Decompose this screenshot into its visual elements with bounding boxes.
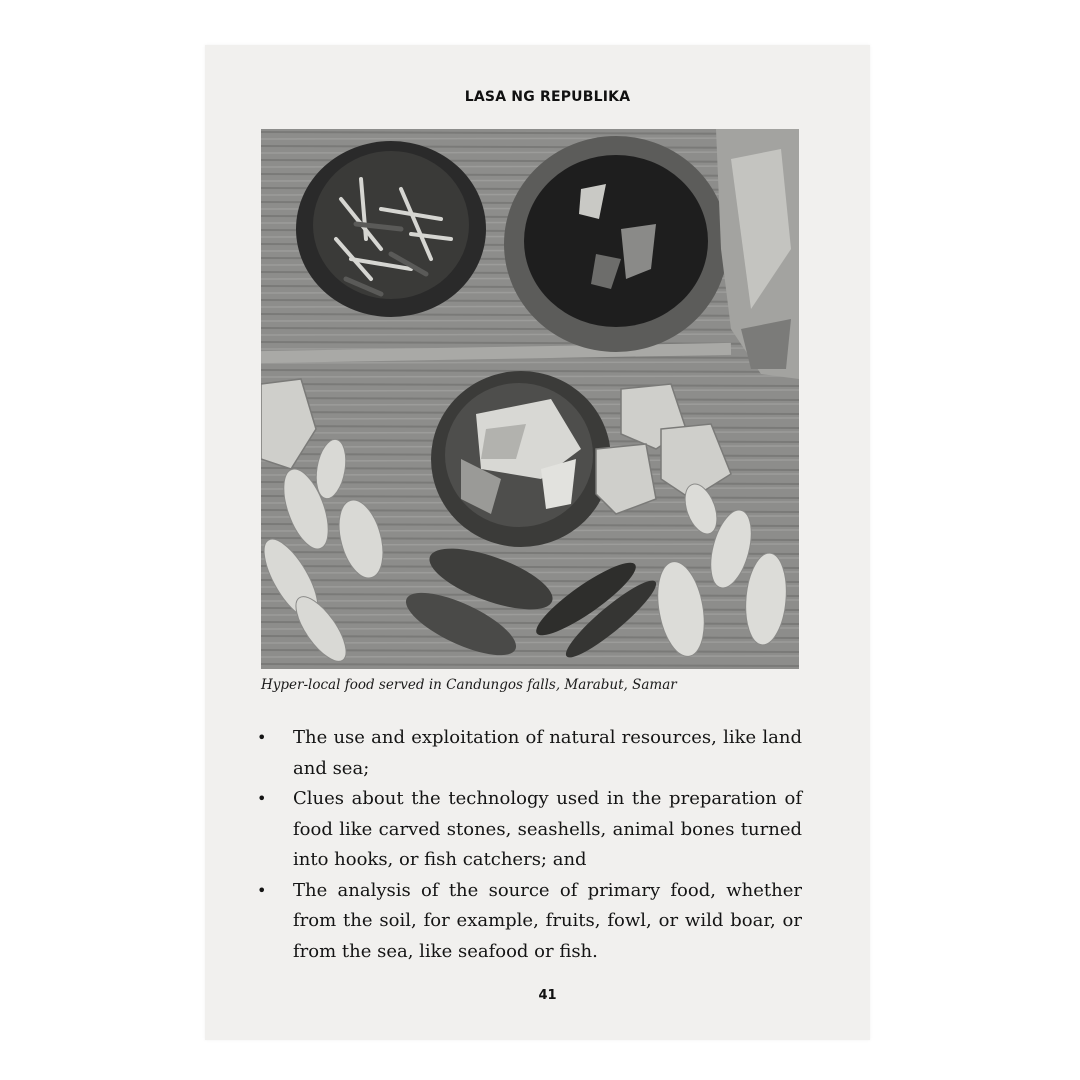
list-item-text: The analysis of the source of primary food, whether from the soil, for example, fruits, fowl, or wild boar, or from the sea, like seafood or fish. [293,879,802,962]
list-item-text: The use and exploitation of natural resources, like land and sea; [293,727,802,779]
list-item-text: Clues about the technology used in the preparation of food like carved stones, seashells, animal bones turned into hooks, or fish catchers; and [293,788,802,870]
food-photo [261,129,799,669]
list-item [257,876,802,968]
bullet-list [257,723,802,967]
clay-pot [504,136,728,352]
running-head: LASA NG REPUBLIKA [464,89,631,105]
vegetable-bowl [296,141,486,317]
fish-bowl [431,371,611,547]
photo-caption: Hyper-local food served in Candungos falls, Marabut, Samar [261,677,677,693]
food-photo-illustration [261,129,799,669]
list-item [257,784,802,876]
bullet-marker: • [257,728,267,747]
bullet-marker: • [257,789,267,808]
list-item [257,723,802,784]
bullet-marker: • [257,880,267,900]
book-page [205,45,870,1040]
page-number: 41 [538,988,557,1003]
